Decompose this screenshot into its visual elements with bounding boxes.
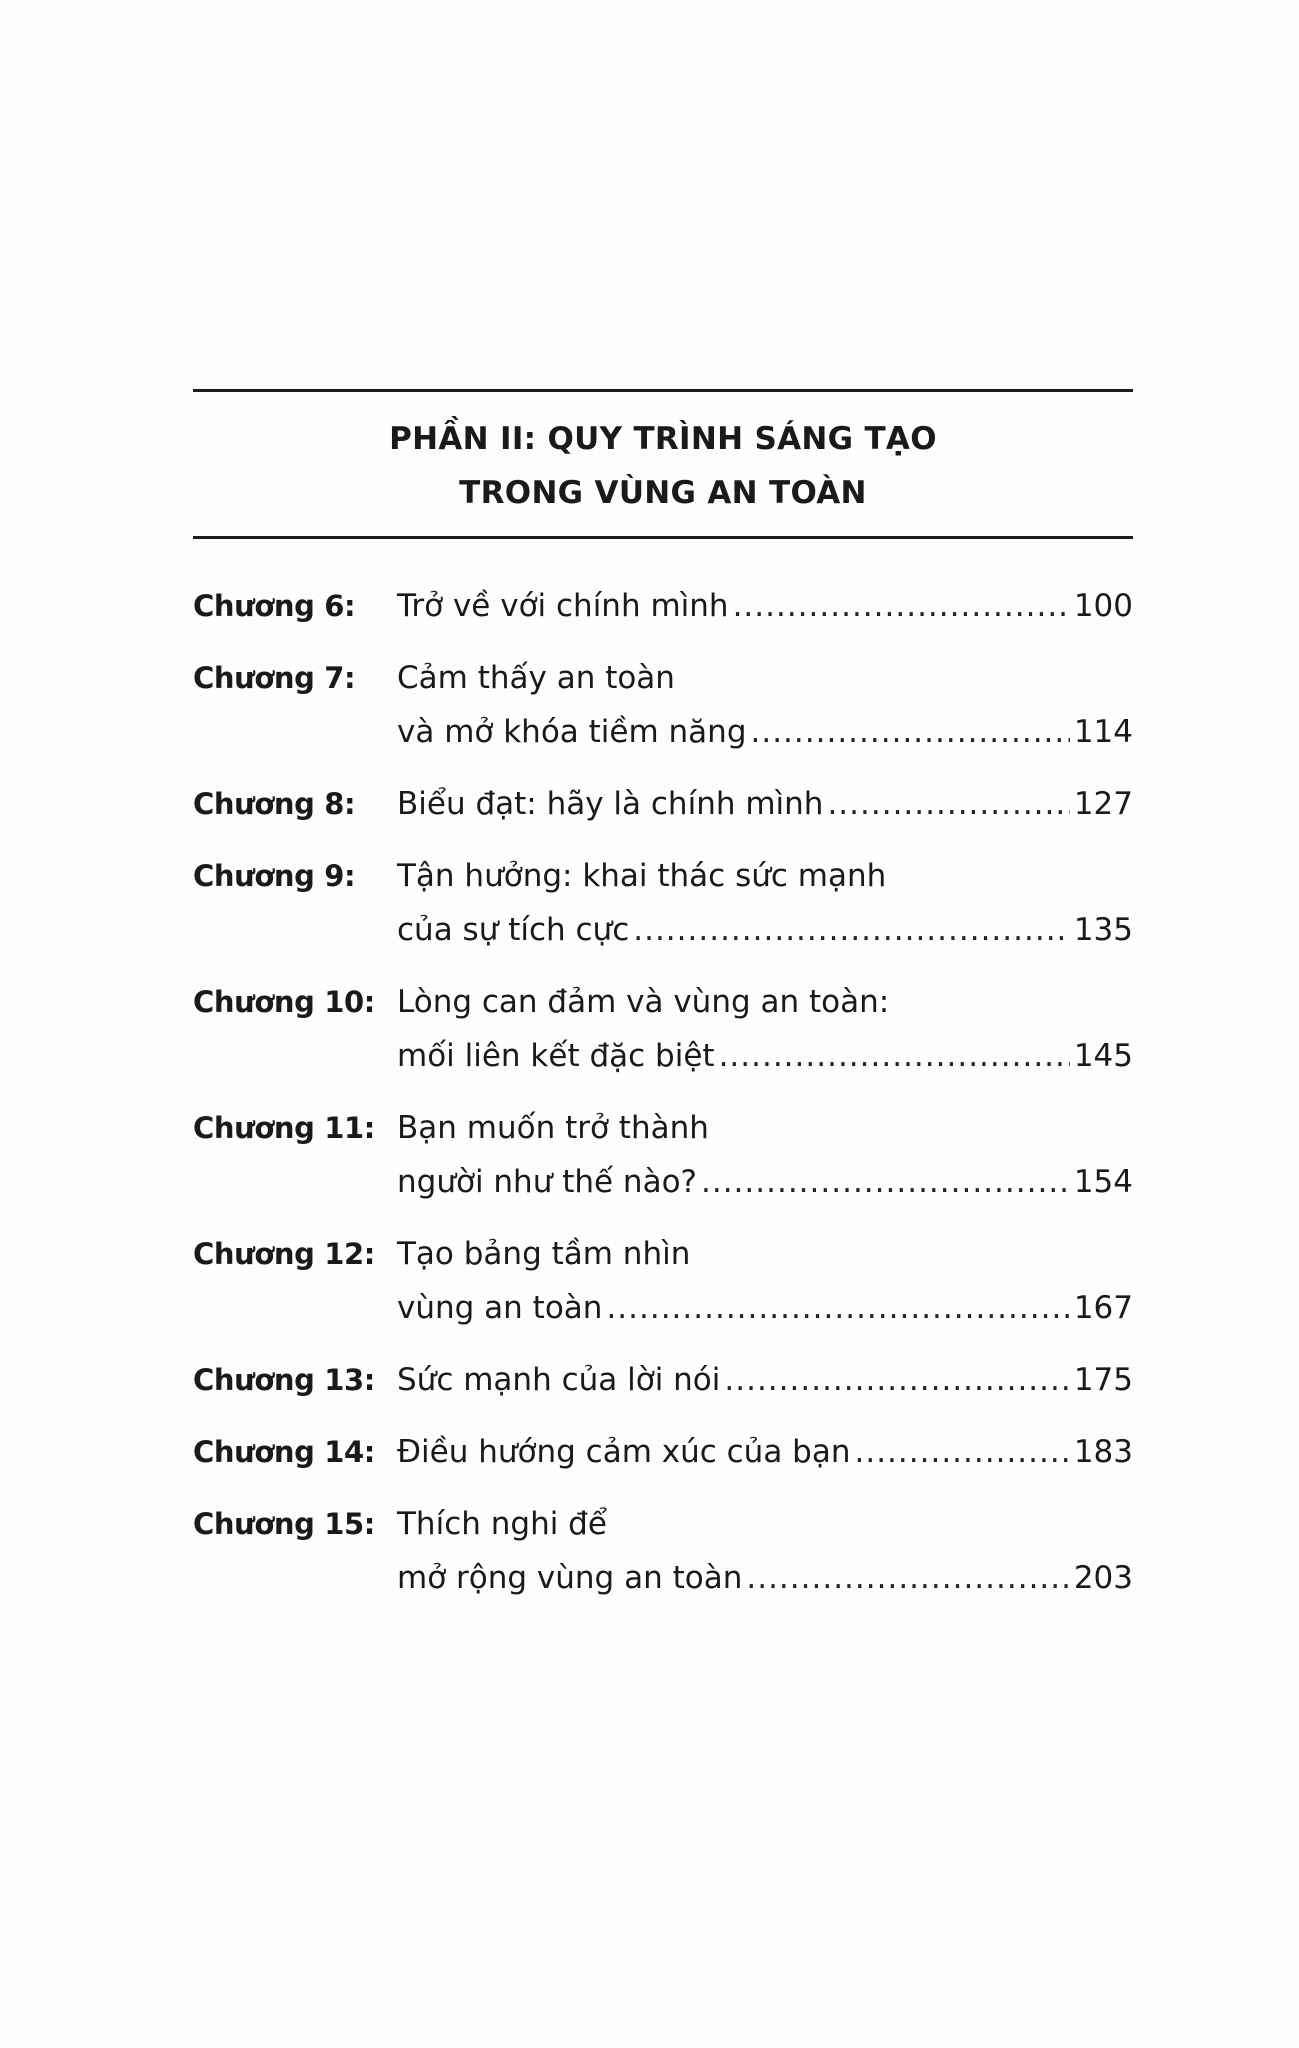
chapter-title-line-1: Cảm thấy an toàn: [397, 660, 675, 696]
table-of-contents: [193, 579, 1133, 1623]
toc-entry: [193, 1227, 1133, 1335]
chapter-title-line-2: và mở khóa tiềm năng: [397, 714, 747, 750]
part-heading: [193, 412, 1133, 520]
page-number: 145: [1073, 1038, 1133, 1074]
chapter-title-block: [397, 1101, 1133, 1209]
page-number: 175: [1073, 1362, 1133, 1398]
chapter-leader-line: [397, 1281, 1133, 1335]
part-title-line-2: TRONG VÙNG AN TOÀN: [459, 475, 867, 511]
dot-leader: [633, 903, 1070, 957]
page-number: 135: [1073, 912, 1133, 948]
chapter-title: Sức mạnh của lời nói: [397, 1362, 721, 1398]
chapter-title-block: [397, 975, 1133, 1083]
part-title-line-1: PHẦN II: QUY TRÌNH SÁNG TẠO: [389, 421, 937, 457]
toc-entry: [193, 579, 1133, 633]
chapter-title-block: [397, 651, 1133, 759]
chapter-title-line-2: của sự tích cực: [397, 912, 630, 948]
page-number: 154: [1073, 1164, 1133, 1200]
dot-leader: [855, 1425, 1070, 1479]
toc-entry: [193, 1353, 1133, 1407]
chapter-label: Chương 10:: [193, 985, 375, 1019]
chapter-leader-line: [397, 1029, 1133, 1083]
dot-leader: [746, 1551, 1069, 1605]
toc-entry: [193, 1497, 1133, 1605]
toc-entry: [193, 777, 1133, 831]
chapter-label: Chương 6:: [193, 589, 356, 623]
chapter-title-line-1: Bạn muốn trở thành: [397, 1110, 709, 1146]
dot-leader: [751, 705, 1070, 759]
chapter-title-line-1: Thích nghi để: [397, 1506, 607, 1542]
chapter-label: Chương 7:: [193, 661, 356, 695]
chapter-label: Chương 11:: [193, 1111, 375, 1145]
chapter-title: Trở về với chính mình: [397, 588, 729, 624]
dot-leader: [724, 1353, 1069, 1407]
dot-leader: [733, 579, 1070, 633]
chapter-title-block: [397, 849, 1133, 957]
chapter-title-block: [397, 1227, 1133, 1335]
chapter-title-line-1: Lòng can đảm và vùng an toàn:: [397, 984, 890, 1020]
chapter-leader-line: [397, 777, 1133, 831]
dot-leader: [701, 1155, 1070, 1209]
chapter-title: Biểu đạt: hãy là chính mình: [397, 786, 824, 822]
chapter-title-block: [397, 1425, 1133, 1479]
chapter-title-line-2: người như thế nào?: [397, 1164, 697, 1200]
dot-leader: [606, 1281, 1069, 1335]
chapter-title-line-1: Tạo bảng tầm nhìn: [397, 1236, 691, 1272]
chapter-title-block: [397, 579, 1133, 633]
dot-leader: [827, 777, 1069, 831]
toc-entry: [193, 975, 1133, 1083]
chapter-leader-line: [397, 903, 1133, 957]
chapter-label: Chương 13:: [193, 1363, 375, 1397]
page-number: 127: [1073, 786, 1133, 822]
page-number: 183: [1073, 1434, 1133, 1470]
chapter-title-block: [397, 777, 1133, 831]
chapter-leader-line: [397, 705, 1133, 759]
toc-entry: [193, 651, 1133, 759]
toc-entry: [193, 1101, 1133, 1209]
chapter-leader-line: [397, 1425, 1133, 1479]
chapter-title-line-1: Tận hưởng: khai thác sức mạnh: [397, 858, 887, 894]
page-number: 167: [1073, 1290, 1133, 1326]
chapter-title: Điều hướng cảm xúc của bạn: [397, 1434, 851, 1470]
chapter-title-line-2: mối liên kết đặc biệt: [397, 1038, 715, 1074]
page-number: 203: [1073, 1560, 1133, 1596]
chapter-label: Chương 12:: [193, 1237, 375, 1271]
chapter-title-block: [397, 1353, 1133, 1407]
chapter-leader-line: [397, 1155, 1133, 1209]
chapter-leader-line: [397, 579, 1133, 633]
page-number: 100: [1073, 588, 1133, 624]
chapter-title-line-2: vùng an toàn: [397, 1290, 603, 1326]
chapter-label: Chương 15:: [193, 1507, 375, 1541]
toc-entry: [193, 849, 1133, 957]
toc-entry: [193, 1425, 1133, 1479]
bottom-rule: [193, 536, 1133, 539]
page-number: 114: [1073, 714, 1133, 750]
chapter-leader-line: [397, 1551, 1133, 1605]
dot-leader: [719, 1029, 1070, 1083]
chapter-label: Chương 8:: [193, 787, 356, 821]
top-rule: [193, 389, 1133, 392]
chapter-title-line-2: mở rộng vùng an toàn: [397, 1560, 743, 1596]
chapter-title-block: [397, 1497, 1133, 1605]
chapter-label: Chương 14:: [193, 1435, 375, 1469]
chapter-leader-line: [397, 1353, 1133, 1407]
chapter-label: Chương 9:: [193, 859, 356, 893]
